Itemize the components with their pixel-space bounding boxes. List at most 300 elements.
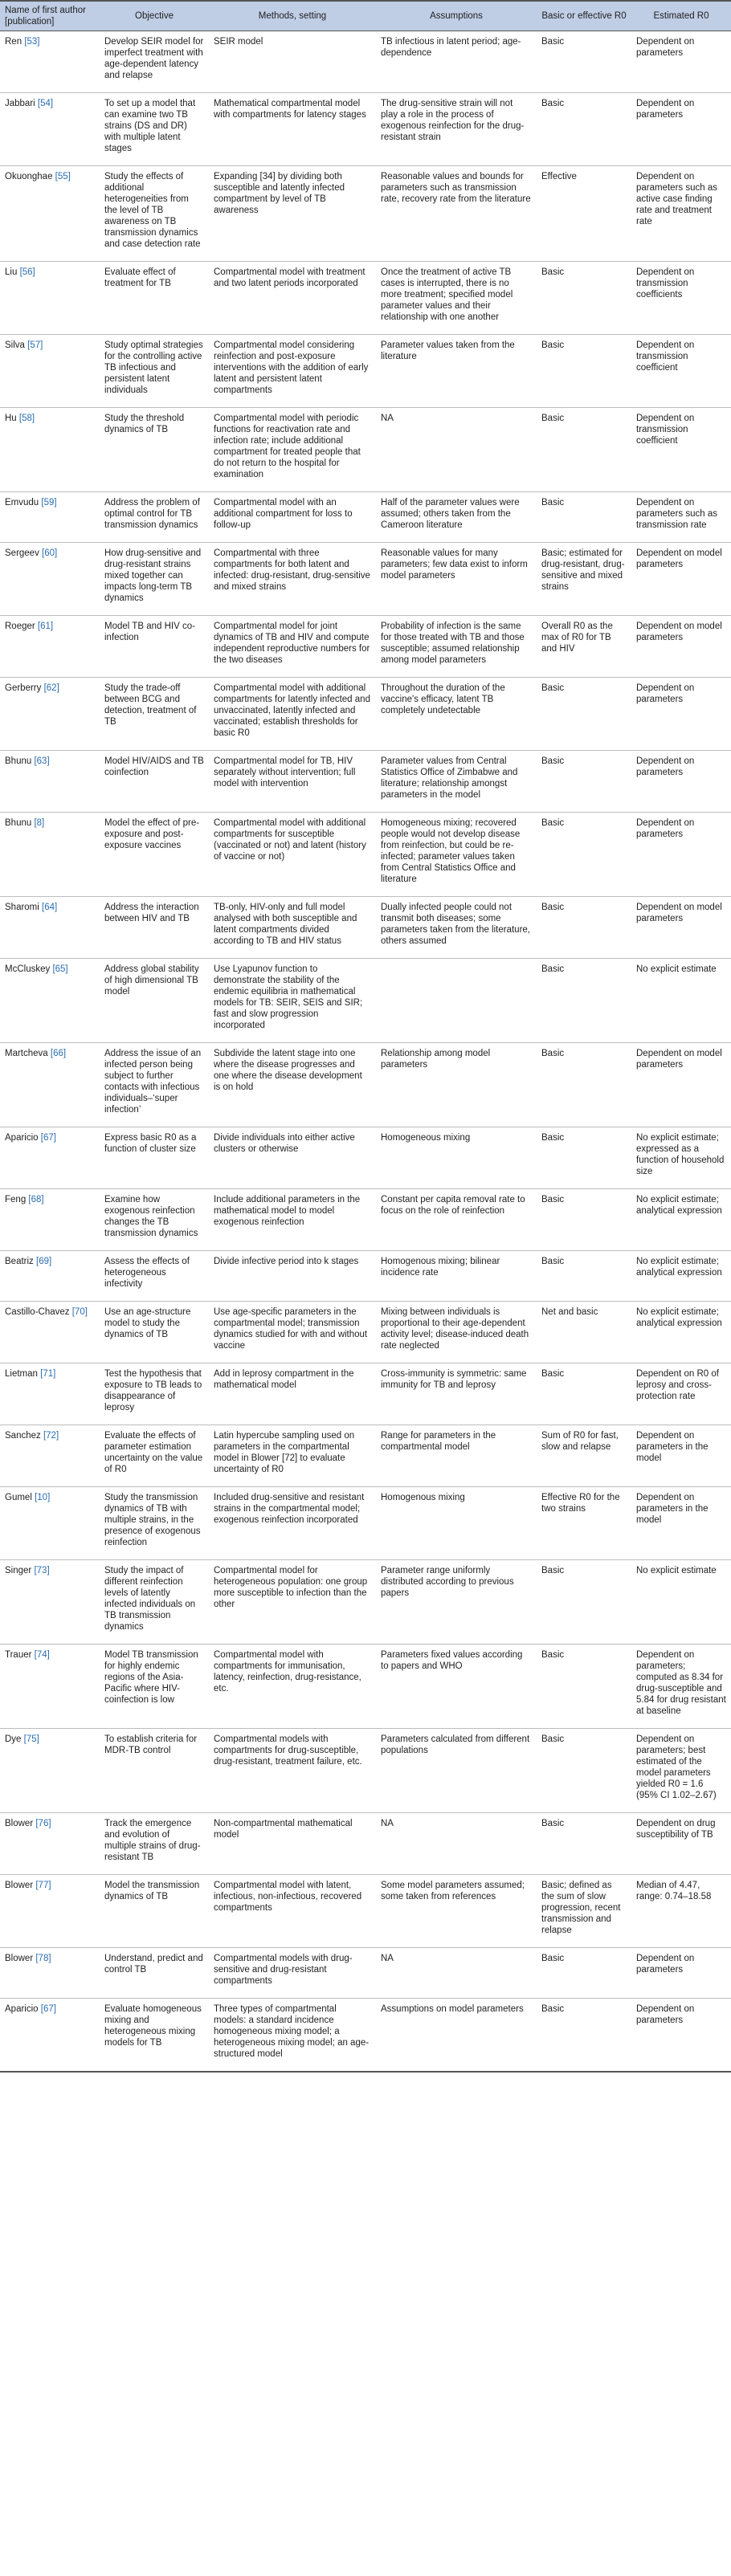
cell-methods-text: Compartmental models with drug-sensitive and drug-resistant compartments: [214, 1954, 353, 1986]
cell-estimated-r0: [631, 492, 731, 543]
cell-r0-type-text: Basic; defined as the sum of slow progression, recent transmission and relapse: [541, 1881, 621, 1935]
cell-objective: [100, 751, 209, 813]
cell-assumptions: [376, 1813, 537, 1875]
cell-objective: [100, 1302, 209, 1363]
cell-objective-text: Address global stability of high dimensional TB model: [104, 964, 199, 997]
cell-author-text: Dye: [5, 1734, 22, 1744]
citation-link[interactable]: [10]: [35, 1493, 51, 1502]
cell-author-text: Sanchez: [5, 1431, 41, 1441]
cell-estimated-r0-text: Dependent on parameters; best estimated of the model parameters yielded R0 = 1.6 (95% CI 1.02–2.67): [636, 1734, 717, 1800]
cell-objective-text: Evaluate the effects of parameter estimation uncertainty on the value of R0: [104, 1431, 203, 1474]
cell-estimated-r0: [631, 1729, 731, 1813]
cell-r0-type: [537, 262, 631, 335]
cell-methods: [209, 166, 376, 262]
table-row: [0, 1729, 731, 1813]
cell-assumptions-text: Reasonable values and bounds for parameters such as transmission rate, recovery rate from the literature: [381, 172, 531, 204]
cell-methods-text: Compartmental model with an additional compartment for loss to follow-up: [214, 498, 353, 530]
cell-objective-text: Study optimal strategies for the controlling active TB infectious and persistent latent individuals: [104, 340, 203, 395]
cell-r0-type-text: Basic: [541, 1049, 565, 1058]
citation-link[interactable]: [58]: [18, 414, 35, 423]
cell-methods: [209, 751, 376, 813]
citation-link[interactable]: [65]: [52, 964, 68, 974]
cell-assumptions-text: NA: [381, 1954, 394, 1963]
cell-r0-type-text: Net and basic: [541, 1307, 598, 1317]
cell-assumptions: [376, 1127, 537, 1189]
cell-assumptions-text: Relationship among model parameters: [381, 1049, 491, 1070]
cell-author-text: Blower: [5, 1954, 34, 1963]
cell-methods: [209, 492, 376, 543]
cell-assumptions: [376, 959, 537, 1043]
cell-assumptions: [376, 1043, 537, 1127]
cell-objective: [100, 1043, 209, 1127]
cell-assumptions-text: TB infectious in latent period; age-dependence: [381, 37, 521, 58]
cell-objective-text: Model the effect of pre-exposure and post-exposure vaccines: [104, 818, 200, 850]
cell-methods-text: Compartmental model for joint dynamics of TB and HIV and compute independent reproductive numbers for the two diseases: [214, 622, 370, 665]
citation-link[interactable]: [75]: [23, 1734, 39, 1744]
cell-methods: [209, 31, 376, 93]
cell-assumptions-text: Parameter range uniformly distributed according to previous papers: [381, 1566, 514, 1598]
cell-objective: [100, 678, 209, 751]
cell-methods: [209, 262, 376, 335]
table-row: [0, 1425, 731, 1487]
cell-methods: [209, 543, 376, 616]
cell-r0-type-text: Basic: [541, 2004, 565, 2014]
cell-objective: [100, 1560, 209, 1645]
cell-author-text: Blower: [5, 1881, 34, 1890]
cell-objective: [100, 813, 209, 897]
cell-methods: [209, 813, 376, 897]
cell-estimated-r0-text: Dependent on transmission coefficient: [636, 340, 695, 373]
cell-estimated-r0: [631, 1645, 731, 1729]
cell-methods: [209, 1487, 376, 1560]
cell-estimated-r0-text: No explicit estimate; expressed as a function of household size: [636, 1133, 725, 1176]
table-row: [0, 335, 731, 408]
cell-author-text: Okuonghae: [5, 172, 53, 181]
cell-estimated-r0: [631, 1560, 731, 1645]
cell-objective: [100, 1813, 209, 1875]
cell-methods-text: Divide infective period into k stages: [214, 1257, 359, 1266]
cell-objective: [100, 93, 209, 166]
cell-r0-type-text: Sum of R0 for fast, slow and relapse: [541, 1431, 619, 1452]
cell-estimated-r0-text: Dependent on parameters: [636, 1954, 695, 1975]
cell-author: [0, 897, 100, 959]
cell-r0-type-text: Basic: [541, 498, 565, 507]
cell-assumptions-text: Parameter values from Central Statistics Office of Zimbabwe and literature; relationship amongst parameters in the model: [381, 756, 518, 800]
cell-author: [0, 1487, 100, 1560]
cell-methods-text: Compartmental model with periodic functions for reactivation rate and infection rate; include additional compartment for treated people that do not return to the hospital for examination: [214, 414, 361, 479]
cell-assumptions-text: Assumptions on model parameters: [381, 2004, 524, 2014]
citation-link[interactable]: [70]: [71, 1307, 88, 1317]
cell-assumptions: [376, 1999, 537, 2073]
cell-estimated-r0: [631, 1487, 731, 1560]
cell-assumptions: [376, 1645, 537, 1729]
cell-methods: [209, 1189, 376, 1251]
header-objective: Objective: [100, 1, 209, 31]
table-row: [0, 93, 731, 166]
cell-estimated-r0: [631, 166, 731, 262]
table-row: [0, 408, 731, 492]
cell-objective-text: Express basic R0 as a function of cluster size: [104, 1133, 197, 1154]
cell-assumptions: [376, 335, 537, 408]
cell-objective: [100, 1999, 209, 2073]
cell-r0-type-text: Basic: [541, 1133, 565, 1143]
cell-estimated-r0: [631, 897, 731, 959]
cell-r0-type: [537, 1363, 631, 1425]
cell-author-text: Blower: [5, 1819, 34, 1828]
cell-r0-type: [537, 1645, 631, 1729]
table-row: [0, 1813, 731, 1875]
table-row: [0, 1251, 731, 1302]
cell-methods: [209, 335, 376, 408]
cell-objective-text: Test the hypothesis that exposure to TB leads to disappearance of leprosy: [104, 1369, 202, 1412]
cell-assumptions: [376, 813, 537, 897]
table-row: [0, 1560, 731, 1645]
cell-r0-type: [537, 813, 631, 897]
cell-estimated-r0-text: No explicit estimate; analytical expression: [636, 1257, 722, 1278]
citation-link[interactable]: [78]: [35, 1954, 51, 1963]
cell-author-text: Aparicio: [5, 2004, 39, 2014]
cell-r0-type: [537, 1302, 631, 1363]
cell-author: [0, 1948, 100, 1999]
cell-r0-type: [537, 408, 631, 492]
cell-objective-text: Model TB and HIV co-infection: [104, 622, 195, 642]
header-r0-type: Basic or effective R0: [537, 1, 631, 31]
cell-author: [0, 166, 100, 262]
cell-objective: [100, 1729, 209, 1813]
citation-link[interactable]: [67]: [40, 1133, 56, 1143]
cell-objective: [100, 408, 209, 492]
cell-methods-text: Use Lyapunov function to demonstrate the stability of the endemic equilibria in mathematical models for TB: SEIR, SEIS and SIR; fast and slow progression incorporated: [214, 964, 363, 1030]
citation-link[interactable]: [73]: [34, 1566, 50, 1575]
cell-objective: [100, 1425, 209, 1487]
cell-estimated-r0-text: Dependent on parameters in the model: [636, 1431, 709, 1463]
cell-estimated-r0: [631, 1251, 731, 1302]
cell-assumptions: [376, 1729, 537, 1813]
cell-r0-type-text: Basic: [541, 1566, 565, 1575]
citation-link[interactable]: [71]: [40, 1369, 56, 1379]
header-methods: Methods, setting: [209, 1, 376, 31]
cell-author: [0, 93, 100, 166]
cell-methods: [209, 1813, 376, 1875]
cell-assumptions: [376, 408, 537, 492]
cell-methods-text: Divide individuals into either active clusters or otherwise: [214, 1133, 355, 1154]
cell-author: [0, 813, 100, 897]
cell-assumptions-text: Parameters fixed values according to papers and WHO: [381, 1650, 523, 1671]
table-row: [0, 1645, 731, 1729]
cell-methods: [209, 959, 376, 1043]
citation-link[interactable]: [72]: [43, 1431, 59, 1441]
cell-r0-type-text: Basic: [541, 1819, 565, 1828]
table-row: [0, 1999, 731, 2073]
cell-estimated-r0: [631, 1363, 731, 1425]
cell-methods: [209, 1875, 376, 1948]
cell-assumptions-text: Homogenous mixing; bilinear incidence rate: [381, 1257, 500, 1278]
cell-methods: [209, 1363, 376, 1425]
cell-methods-text: Included drug-sensitive and resistant strains in the compartmental model; exogenous reinfection incorporated: [214, 1493, 365, 1525]
cell-author: [0, 1425, 100, 1487]
cell-author: [0, 959, 100, 1043]
cell-objective-text: Evaluate homogeneous mixing and heterogeneous mixing models for TB: [104, 2004, 202, 2048]
cell-author: [0, 678, 100, 751]
table-row: [0, 1875, 731, 1948]
cell-estimated-r0: [631, 1043, 731, 1127]
cell-r0-type: [537, 335, 631, 408]
citation-link[interactable]: [76]: [35, 1819, 51, 1828]
cell-r0-type-text: Effective: [541, 172, 577, 181]
cell-author-text: Castillo-Chavez: [5, 1307, 70, 1317]
cell-objective-text: Examine how exogenous reinfection changes the TB transmission dynamics: [104, 1195, 198, 1238]
cell-assumptions-text: NA: [381, 1819, 394, 1828]
cell-r0-type-text: Basic: [541, 903, 565, 912]
cell-assumptions: [376, 1875, 537, 1948]
cell-objective: [100, 1645, 209, 1729]
cell-author-text: Trauer: [5, 1650, 32, 1660]
cell-objective: [100, 492, 209, 543]
cell-estimated-r0-text: No explicit estimate; analytical expression: [636, 1307, 722, 1328]
citation-link[interactable]: [56]: [19, 267, 35, 277]
cell-estimated-r0-text: Dependent on parameters in the model: [636, 1493, 709, 1525]
cell-estimated-r0: [631, 1999, 731, 2073]
cell-methods-text: Include additional parameters in the mathematical model to model exogenous reinfection: [214, 1195, 361, 1227]
citation-link[interactable]: [74]: [34, 1650, 50, 1660]
cell-author-text: Bhunu: [5, 756, 32, 766]
cell-assumptions-text: Homogenous mixing: [381, 1493, 465, 1502]
header-author: Name of first author [publication]: [0, 1, 100, 31]
cell-assumptions-text: Parameter values taken from the literature: [381, 340, 515, 361]
cell-r0-type: [537, 93, 631, 166]
table-row: [0, 1302, 731, 1363]
table-row: [0, 262, 731, 335]
cell-objective: [100, 1189, 209, 1251]
citation-link[interactable]: [62]: [43, 683, 59, 693]
cell-estimated-r0-text: Dependent on drug susceptibility of TB: [636, 1819, 716, 1840]
cell-methods: [209, 1645, 376, 1729]
cell-author-text: Sergeev: [5, 548, 39, 558]
citation-link[interactable]: [55]: [55, 172, 71, 181]
cell-r0-type: [537, 897, 631, 959]
cell-objective-text: To establish criteria for MDR-TB control: [104, 1734, 198, 1755]
cell-author-text: Aparicio: [5, 1133, 39, 1143]
cell-r0-type: [537, 678, 631, 751]
cell-methods-text: Compartmental with three compartments for both latent and infected: drug-resistant, drug-sensitive and mixed strains: [214, 548, 370, 592]
cell-objective-text: Understand, predict and control TB: [104, 1954, 203, 1975]
cell-estimated-r0: [631, 1425, 731, 1487]
cell-r0-type-text: Basic; estimated for drug-resistant, drug-sensitive and mixed strains: [541, 548, 625, 592]
cell-objective-text: Use an age-structure model to study the dynamics of TB: [104, 1307, 191, 1339]
cell-methods-text: Compartmental model with latent, infectious, non-infectious, recovered compartments: [214, 1881, 362, 1913]
cell-objective: [100, 897, 209, 959]
cell-r0-type-text: Basic: [541, 99, 565, 108]
citation-link[interactable]: [8]: [34, 818, 45, 828]
cell-objective: [100, 166, 209, 262]
citation-link[interactable]: [67]: [40, 2004, 56, 2014]
cell-estimated-r0: [631, 616, 731, 678]
cell-objective-text: To set up a model that can examine two TB strains (DS and DR) with multiple latent stages: [104, 99, 196, 153]
cell-author: [0, 1043, 100, 1127]
cell-objective: [100, 543, 209, 616]
cell-r0-type: [537, 1729, 631, 1813]
cell-estimated-r0-text: No explicit estimate; analytical expression: [636, 1195, 722, 1216]
cell-author: [0, 492, 100, 543]
cell-author-text: Roeger: [5, 622, 35, 631]
cell-assumptions: [376, 1487, 537, 1560]
cell-author: [0, 1560, 100, 1645]
cell-r0-type-text: Basic: [541, 1954, 565, 1963]
cell-assumptions-text: Half of the parameter values were assumed; others taken from the Cameroon literature: [381, 498, 520, 530]
citation-link[interactable]: [68]: [28, 1195, 44, 1204]
cell-author: [0, 1363, 100, 1425]
cell-assumptions: [376, 166, 537, 262]
cell-objective-text: Study the effects of additional heterogeneities from the level of TB awareness on TB transmission dynamics and case detection rate: [104, 172, 201, 249]
cell-methods-text: Compartmental model with additional compartments for susceptible (vaccinated or not) and latent (history of vaccine or not): [214, 818, 366, 862]
cell-methods: [209, 1560, 376, 1645]
cell-assumptions: [376, 751, 537, 813]
citation-link[interactable]: [77]: [35, 1881, 51, 1890]
cell-methods: [209, 1251, 376, 1302]
cell-assumptions-text: Mixing between individuals is proportional to their age-dependent activity level; disease-induced death rate neglected: [381, 1307, 529, 1351]
cell-estimated-r0: [631, 262, 731, 335]
cell-assumptions-text: Once the treatment of active TB cases is interrupted, there is no more treatment; specified model parameter values and their relationship with one another: [381, 267, 513, 322]
cell-estimated-r0-text: No explicit estimate: [636, 1566, 717, 1575]
cell-author: [0, 1251, 100, 1302]
cell-methods: [209, 1127, 376, 1189]
cell-r0-type-text: Basic: [541, 267, 565, 277]
cell-r0-type: [537, 959, 631, 1043]
cell-estimated-r0: [631, 93, 731, 166]
cell-estimated-r0: [631, 1875, 731, 1948]
cell-assumptions-text: Reasonable values for many parameters; few data exist to inform model parameters: [381, 548, 528, 581]
table-row: [0, 492, 731, 543]
cell-estimated-r0-text: Dependent on parameters: [636, 2004, 695, 2025]
citation-link[interactable]: [64]: [42, 903, 58, 912]
table-row: [0, 813, 731, 897]
cell-author-text: Gumel: [5, 1493, 32, 1502]
cell-r0-type-text: Effective R0 for the two strains: [541, 1493, 620, 1514]
cell-estimated-r0-text: Dependent on transmission coefficient: [636, 414, 695, 446]
cell-author-text: Bhunu: [5, 818, 32, 828]
table-row: [0, 751, 731, 813]
cell-objective-text: Model HIV/AIDS and TB coinfection: [104, 756, 204, 777]
cell-r0-type-text: Basic: [541, 1650, 565, 1660]
citation-link[interactable]: [63]: [34, 756, 50, 766]
cell-author: [0, 1645, 100, 1729]
cell-assumptions-text: Parameters calculated from different populations: [381, 1734, 530, 1755]
cell-objective: [100, 1251, 209, 1302]
cell-assumptions-text: NA: [381, 414, 394, 423]
cell-estimated-r0-text: Dependent on model parameters: [636, 548, 722, 569]
table-row: [0, 1189, 731, 1251]
cell-methods-text: Non-compartmental mathematical model: [214, 1819, 353, 1840]
cell-r0-type: [537, 166, 631, 262]
cell-methods: [209, 616, 376, 678]
cell-methods-text: Compartmental model with treatment and two latent periods incorporated: [214, 267, 366, 288]
cell-objective-text: Track the emergence and evolution of multiple strains of drug-resistant TB: [104, 1819, 201, 1862]
cell-estimated-r0-text: Dependent on transmission coefficients: [636, 267, 695, 300]
cell-assumptions: [376, 897, 537, 959]
citation-link[interactable]: [61]: [37, 622, 54, 631]
cell-objective-text: Study the impact of different reinfection levels of latently infected individuals on TB transmission dynamics: [104, 1566, 196, 1632]
cell-objective-text: How drug-sensitive and drug-resistant strains mixed together can impacts long-term TB dynamics: [104, 548, 202, 603]
cell-estimated-r0-text: Dependent on parameters; computed as 8.34 for drug-susceptible and 5.84 for drug resistant at baseline: [636, 1650, 726, 1716]
cell-r0-type: [537, 1043, 631, 1127]
cell-methods-text: Expanding [34] by dividing both susceptible and latently infected compartment by level of TB awareness: [214, 172, 345, 215]
cell-estimated-r0: [631, 31, 731, 93]
cell-methods: [209, 1302, 376, 1363]
citation-link[interactable]: [66]: [50, 1049, 67, 1058]
table-row: [0, 897, 731, 959]
citation-link[interactable]: [59]: [41, 498, 57, 507]
cell-author-text: Beatriz: [5, 1257, 34, 1266]
cell-r0-type-text: Basic: [541, 340, 565, 350]
cell-estimated-r0-text: Dependent on parameters: [636, 756, 695, 777]
cell-estimated-r0-text: Dependent on R0 of leprosy and cross-protection rate: [636, 1369, 719, 1401]
citation-link[interactable]: [60]: [42, 548, 58, 558]
citation-link[interactable]: [69]: [36, 1257, 52, 1266]
cell-objective-text: Model the transmission dynamics of TB: [104, 1881, 200, 1901]
cell-author: [0, 1302, 100, 1363]
cell-r0-type-text: Basic: [541, 818, 565, 828]
citation-link[interactable]: [54]: [37, 99, 54, 108]
cell-assumptions: [376, 492, 537, 543]
cell-estimated-r0: [631, 1813, 731, 1875]
citation-link[interactable]: [53]: [24, 37, 40, 47]
cell-assumptions: [376, 678, 537, 751]
cell-r0-type: [537, 1999, 631, 2073]
cell-methods-text: Three types of compartmental models: a standard incidence homogeneous mixing model; a heterogeneous mixing model; an age-structured model: [214, 2004, 370, 2059]
cell-r0-type: [537, 492, 631, 543]
cell-r0-type: [537, 1875, 631, 1948]
cell-r0-type-text: Basic: [541, 1369, 565, 1379]
cell-assumptions-text: Homogeneous mixing; recovered people would not develop disease from reinfection, but could be re-infected; parameter values taken from Central Statistics Office and literature: [381, 818, 521, 884]
cell-r0-type-text: Basic: [541, 756, 565, 766]
citation-link[interactable]: [57]: [27, 340, 43, 350]
cell-r0-type-text: Basic: [541, 414, 565, 423]
cell-estimated-r0-text: Dependent on parameters: [636, 99, 695, 120]
cell-objective-text: Model TB transmission for highly endemic regions of the Asia-Pacific where HIV-coinfection is low: [104, 1650, 198, 1705]
cell-author-text: Liu: [5, 267, 18, 277]
cell-author: [0, 335, 100, 408]
table-row: [0, 959, 731, 1043]
cell-author-text: Singer: [5, 1566, 32, 1575]
table-row: [0, 1127, 731, 1189]
cell-estimated-r0: [631, 543, 731, 616]
cell-author: [0, 31, 100, 93]
cell-assumptions: [376, 31, 537, 93]
cell-author: [0, 1127, 100, 1189]
cell-assumptions-text: Homogeneous mixing: [381, 1133, 471, 1143]
table-row: [0, 31, 731, 93]
cell-estimated-r0-text: Dependent on model parameters: [636, 903, 722, 923]
cell-author-text: Emvudu: [5, 498, 39, 507]
table-body: [0, 31, 731, 2073]
cell-objective-text: Study the trade-off between BCG and detection, treatment of TB: [104, 683, 197, 727]
cell-objective-text: Develop SEIR model for imperfect treatment with age-dependent latency and relapse: [104, 37, 204, 80]
cell-methods-text: Use age-specific parameters in the compartmental model; transmission dynamics studied for with and without vaccine: [214, 1307, 368, 1351]
cell-methods: [209, 897, 376, 959]
table-row: [0, 166, 731, 262]
cell-methods-text: Add in leprosy compartment in the mathematical model: [214, 1369, 354, 1390]
cell-estimated-r0-text: Dependent on parameters: [636, 818, 695, 839]
cell-assumptions-text: Constant per capita removal rate to focus on the role of reinfection: [381, 1195, 525, 1216]
table-row: [0, 1043, 731, 1127]
cell-assumptions: [376, 1948, 537, 1999]
cell-estimated-r0: [631, 751, 731, 813]
cell-objective-text: Address the problem of optimal control for TB transmission dynamics: [104, 498, 200, 530]
cell-objective: [100, 1875, 209, 1948]
cell-objective: [100, 616, 209, 678]
cell-r0-type-text: Basic: [541, 37, 565, 47]
table-row: [0, 1487, 731, 1560]
